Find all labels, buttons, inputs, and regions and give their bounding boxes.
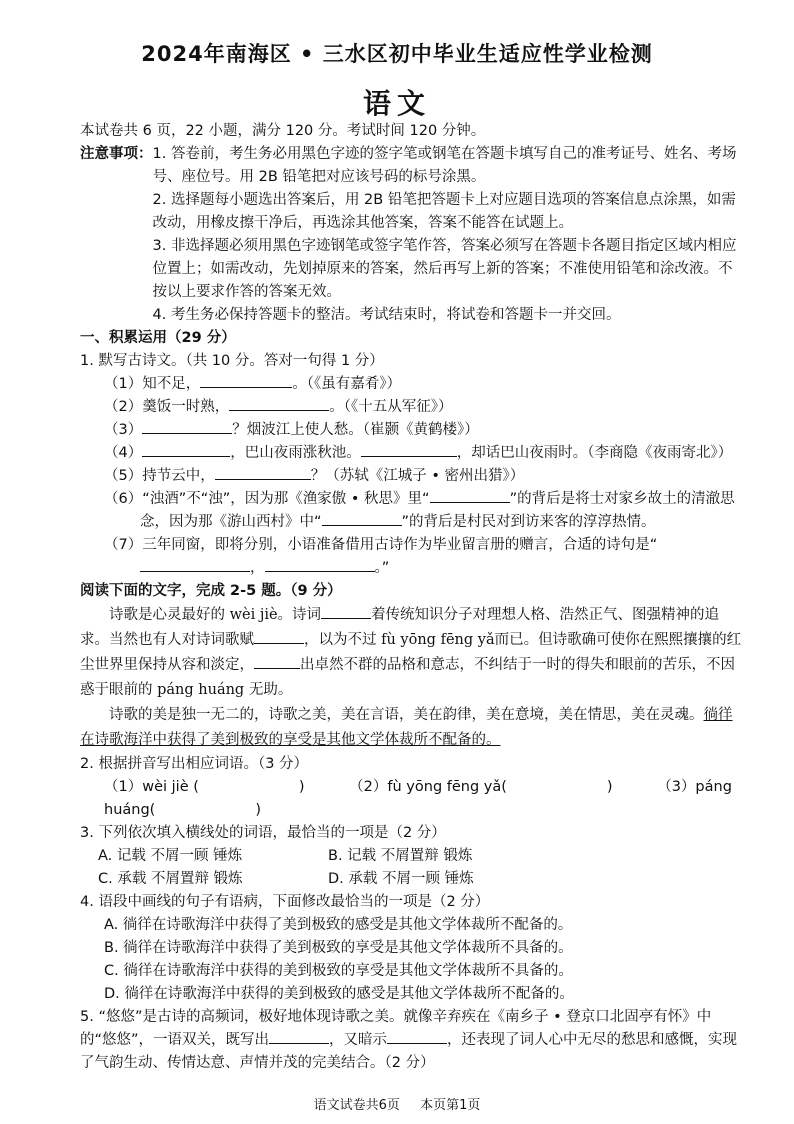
section-heading: 一、积累运用（29 分）: [80, 330, 236, 346]
option-d: D. 承载 不屑一顾 锤炼: [328, 871, 474, 887]
pinyin-item: （3）páng huáng( ): [104, 779, 732, 818]
page-footer: [0, 1094, 794, 1113]
exam-body: [80, 120, 742, 1075]
notice-item: 4. 考生务必保持答题卡的整洁。考试结束时，将试卷和答题卡一并交回。: [152, 307, 621, 323]
option-a: A. 徜徉在诗歌海洋中获得了美到极致的感受是其他文学体裁所不配备的。: [104, 917, 573, 933]
question-1-item: （1）知不足， 。（《虽有嘉肴》）: [80, 373, 742, 396]
question-3-options: [80, 868, 742, 891]
option-b: B. 记载 不屑置辩 锻炼: [328, 848, 473, 864]
underlined-sentence: 徜徉在诗歌海洋中获得了美到极致的享受是其他文学体裁所不配备的。: [80, 707, 733, 748]
intro-line: 本试卷共 6 页，22 小题，满分 120 分。考试时间 120 分钟。: [80, 123, 486, 139]
question-1-item: （3） ？烟波江上使人愁。（崔颢《黄鹤楼》）: [80, 419, 742, 442]
option-c: C. 徜徉在诗歌海洋中获得的美到极致的享受是其他文学体裁所不具备的。: [104, 963, 573, 979]
question-1-stem: 1. 默写古诗文。（共 10 分。答对一句得 1 分）: [80, 353, 384, 369]
reading-stem: 阅读下面的文字，完成 2-5 题。（9 分）: [80, 583, 342, 599]
pinyin-item: （2）fù yōng fēng yǎ( ): [349, 779, 613, 795]
notice-item: 1. 答卷前，考生务必用黑色字迹的签字笔或钢笔在答题卡填写自己的准考证号、姓名、考场号、座位号。用 2B 铅笔把对应该号码的标号涂黑。: [152, 146, 737, 185]
notice-item: 3. 非选择题必须用黑色字迹钢笔或签字笔作答，答案必须写在答题卡各题目指定区域内相应位置上；如需改动，先划掉原来的答案，然后再写上新的答案；不准使用铅笔和涂改液。不按以上要求作答的答案无效。: [152, 238, 737, 300]
subject-title: 语文: [362, 87, 431, 120]
option-b: B. 徜徉在诗歌海洋中获得了美到极致的享受是其他文学体裁所不具备的。: [104, 940, 573, 956]
question-5: 5. “悠悠”是古诗的高频词，极好地体现诗歌之美。就像辛弃疾在《南乡子 • 登京口北固亭有怀》中的“悠悠”，一语双关，既写出 ，又暗示 ，还表现了词人心中无尽的愁思和感慨，实现了气韵生动、传情达意、声情并茂的完美结合。（2 分）: [80, 1009, 738, 1071]
question-1-item: （2）羹饭一时熟， 。（《十五从军征》）: [80, 396, 742, 419]
reading-paragraph: 诗歌的美是独一无二的，诗歌之美，美在言语，美在韵律，美在意境，美在情思，美在灵魂。徜徉在诗歌海洋中获得了美到极致的享受是其他文学体裁所不配备的。: [80, 707, 733, 748]
question-1-item-6: （6）“浊酒”不“浊”，因为那《渔家傲 • 秋思》里“ ”的背后是将士对家乡故土的清澈思念，因为那《游山西村》中“ ”的背后是村民对到访来客的淳淳热情。: [80, 488, 742, 534]
question-3-stem: 3. 下列依次填入横线处的词语，最恰当的一项是（2 分）: [80, 825, 446, 841]
notice-block: [80, 143, 742, 327]
footer-total-pages: 语文试卷共6页: [313, 1098, 400, 1113]
question-2-items: [80, 776, 742, 822]
option-a: A. 记载 不屑一顾 锤炼: [98, 848, 243, 864]
notice-item: 2. 选择题每小题选出答案后，用 2B 铅笔把答题卡上对应题目选项的答案信息点涂黑，如需改动，用橡皮擦干净后，再选涂其他答案，答案不能答在试题上。: [152, 192, 736, 231]
pinyin-item: （1）wèi jiè ( ): [104, 779, 305, 795]
question-2-stem: 2. 根据拼音写出相应词语。（3 分）: [80, 756, 309, 772]
question-1-item: （4） ，巴山夜雨涨秋池。 ，却话巴山夜雨时。（李商隐《夜雨寄北》）: [80, 442, 742, 465]
reading-paragraph: 诗歌是心灵最好的 wèi jiè。诗词 着传统知识分子对理想人格、浩然正气、图强精神的追求。当然也有人对诗词歌赋 ，以为不过 fù yōng fēng yǎ而已。但诗歌确可使你在熙熙攘攘的红尘世界里保持从容和淡定， 出卓然不群的品格和意志，不纠结于一时的得失和眼前的苦乐，不因惑于眼前的 páng huáng 无助。: [80, 603, 742, 703]
question-1-item: （5）持节云中， ？（苏轼《江城子 • 密州出猎》）: [80, 465, 742, 488]
option-c: C. 承载 不屑置辩 锻炼: [98, 871, 243, 887]
question-1-item-7: （7）三年同窗，即将分别，小语准备借用古诗作为毕业留言册的赠言，合适的诗句是“， 。”: [104, 537, 658, 576]
notice-items: [153, 143, 743, 327]
exam-title: 2024年南海区 • 三水区初中毕业生适应性学业检测: [141, 42, 653, 66]
question-3-options: [80, 845, 742, 868]
footer-page-number: 本页第1页: [420, 1098, 481, 1113]
question-4-stem: 4. 语段中画线的句子有语病，下面修改最恰当的一项是（2 分）: [80, 894, 490, 910]
notice-label: 注意事项：: [80, 146, 153, 162]
option-d: D. 徜徉在诗歌海洋中获得的美到极致的感受是其他文学体裁所不配备的。: [104, 986, 574, 1002]
